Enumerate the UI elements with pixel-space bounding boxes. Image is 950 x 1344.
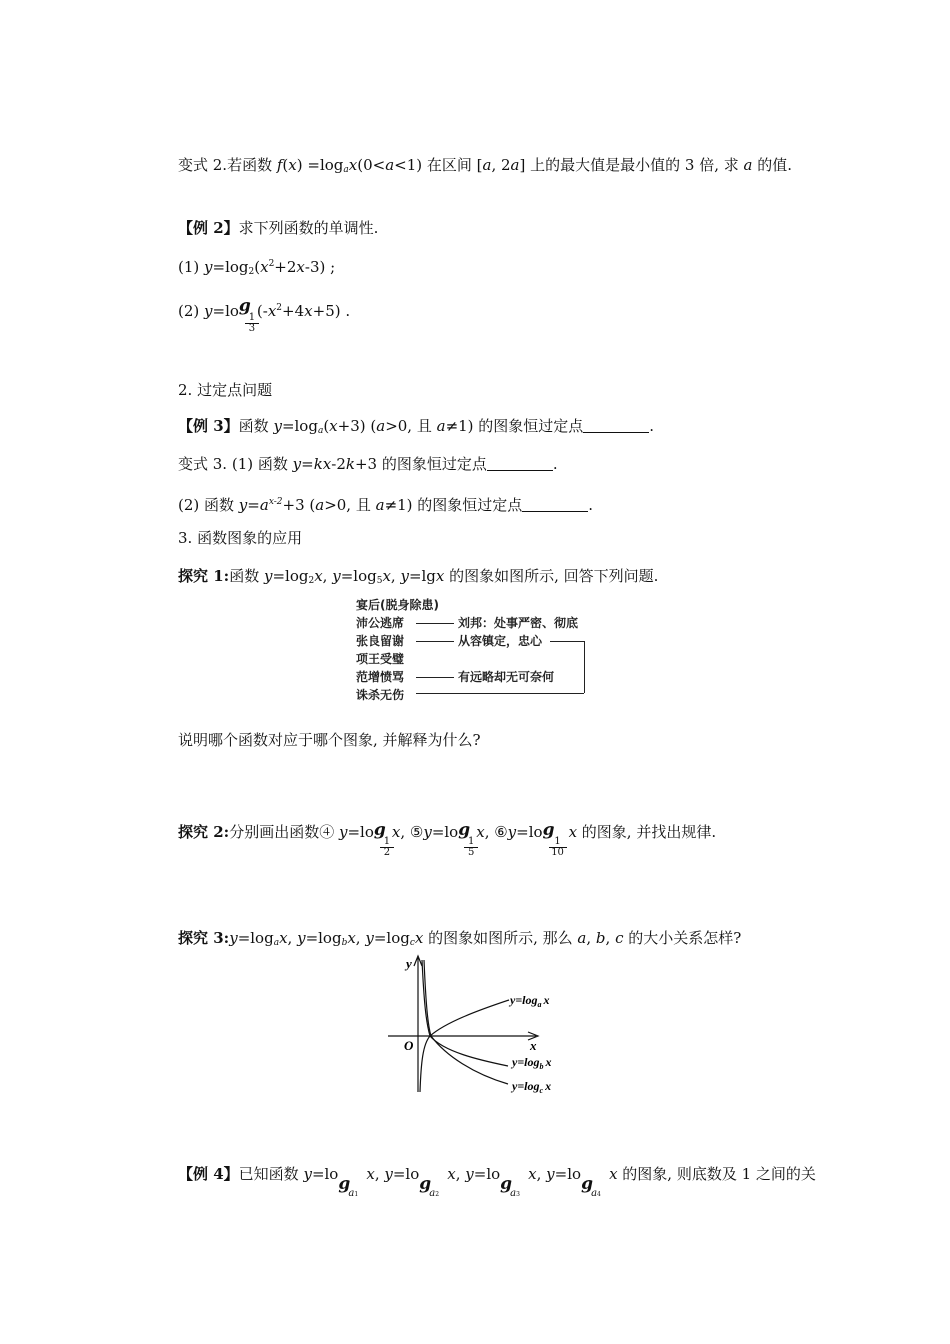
- outline-row: 范增愤骂: [356, 670, 405, 684]
- outline-row: 张良留谢: [356, 634, 405, 648]
- log-base-fraction: g $\frac{1}{5}$: [458, 822, 470, 842]
- variant3-line1: 变式 3. (1) 函数 y=kx-2k+3 的图象恒过定点 .: [178, 455, 558, 473]
- curve-label-c: $y=\log_c$ x: [512, 1079, 552, 1095]
- outline-figure: [354, 596, 604, 700]
- origin-label: O: [404, 1038, 414, 1053]
- log-base-subscript: g $a_1$: [338, 1174, 359, 1199]
- connector-line: [550, 641, 584, 642]
- log-base-fraction: g $\frac{1}{2}$: [374, 822, 386, 842]
- connector-line: [416, 641, 454, 642]
- explore2-line: 探究 2:分别画出函数④ y=lo g $\frac{1}{2}$ x, ⑤y=lo g $\frac{1}{5}$ x, ⑥y=lo g $\frac{1}{10}$ x 的图象, 并找出规律.: [178, 820, 717, 858]
- outline-row: 诛杀无伤: [356, 688, 405, 702]
- outline-note: 有远略却无可奈何: [458, 670, 555, 684]
- answer-blank[interactable]: [522, 497, 588, 512]
- variant2-line: 变式 2.若函数 $f(x) =\log_ax(0<a<1)$ 在区间 [a, 2a] 上的最大值是最小值的 3 倍, 求 a 的值.: [178, 156, 793, 175]
- log-graph-figure: [384, 952, 574, 1098]
- example2-item2: (2) y=lo g $\frac{1}{3}$ $(-x^2+4x+5)$ .: [178, 296, 351, 334]
- log-base-subscript: g $a_2$: [419, 1174, 440, 1199]
- section3-title: 3. 函数图象的应用: [178, 529, 303, 547]
- section2-title: 2. 过定点问题: [178, 381, 273, 399]
- curve-log-a: [420, 1000, 509, 1092]
- curve-label-b: $y=\log_b$ x: [512, 1055, 552, 1071]
- bracket-line: [584, 641, 585, 693]
- outline-note: 从容镇定，忠心: [458, 634, 543, 648]
- example2-heading: 【例 2】求下列函数的单调性.: [178, 219, 379, 237]
- log-base-fraction: g $\frac{1}{10}$: [543, 822, 563, 842]
- answer-blank[interactable]: [487, 456, 553, 471]
- curve-log-b: [422, 960, 508, 1066]
- curve-label-a: $y=\log_a$ x: [510, 993, 550, 1009]
- log-base-subscript: g $a_3$: [500, 1174, 520, 1199]
- outline-title: 宴后(脱身除患): [356, 598, 439, 612]
- connector-line: [416, 693, 584, 694]
- outline-row: 项王受璧: [356, 652, 405, 666]
- example4-line: 【例 4】已知函数 y=lo g $a_1$ x, y=lo g $a_2$ x, y=lo g $a_3$ x, y=lo g $a_4$ x 的图象, 则底数及 1 之间的关: [178, 1165, 816, 1199]
- connector-line: [416, 677, 454, 678]
- curve-log-c: [424, 960, 508, 1084]
- example3-line: 【例 3】函数 $y=\log_a(x+3)$ (a>0, 且 a≠1) 的图象恒过定点 .: [178, 417, 655, 436]
- outline-note: 刘邦：处事严密、彻底: [458, 616, 579, 630]
- explore1-question: 说明哪个函数对应于哪个图象, 并解释为什么?: [178, 731, 481, 749]
- explore1-line: 探究 1:函数 $y=\log_2x$, $y=\log_5x$, y=lgx 的图象如图所示, 回答下列问题.: [178, 567, 659, 586]
- axis-label-y: y: [406, 956, 412, 971]
- variant3-line2: (2) 函数 $y=a^{x-2}+3$ (a>0, 且 a≠1) 的图象恒过定点 .: [178, 496, 594, 514]
- outline-row: 沛公逃席: [356, 616, 405, 630]
- log-base-subscript: g $a_4$: [581, 1174, 601, 1199]
- explore3-line: 探究 $3:y=\log_ax$, $y=\log_bx$, $y=\log_cx$ 的图象如图所示, 那么 a, b, c 的大小关系怎样?: [178, 929, 742, 948]
- connector-line: [416, 623, 454, 624]
- log-base-fraction: g $\frac{1}{3}$: [239, 298, 251, 318]
- answer-blank[interactable]: [583, 418, 649, 433]
- axis-label-x: x: [530, 1038, 537, 1053]
- example2-item1: (1) $y=\log_2(x^2+2x-3)$ ;: [178, 258, 336, 277]
